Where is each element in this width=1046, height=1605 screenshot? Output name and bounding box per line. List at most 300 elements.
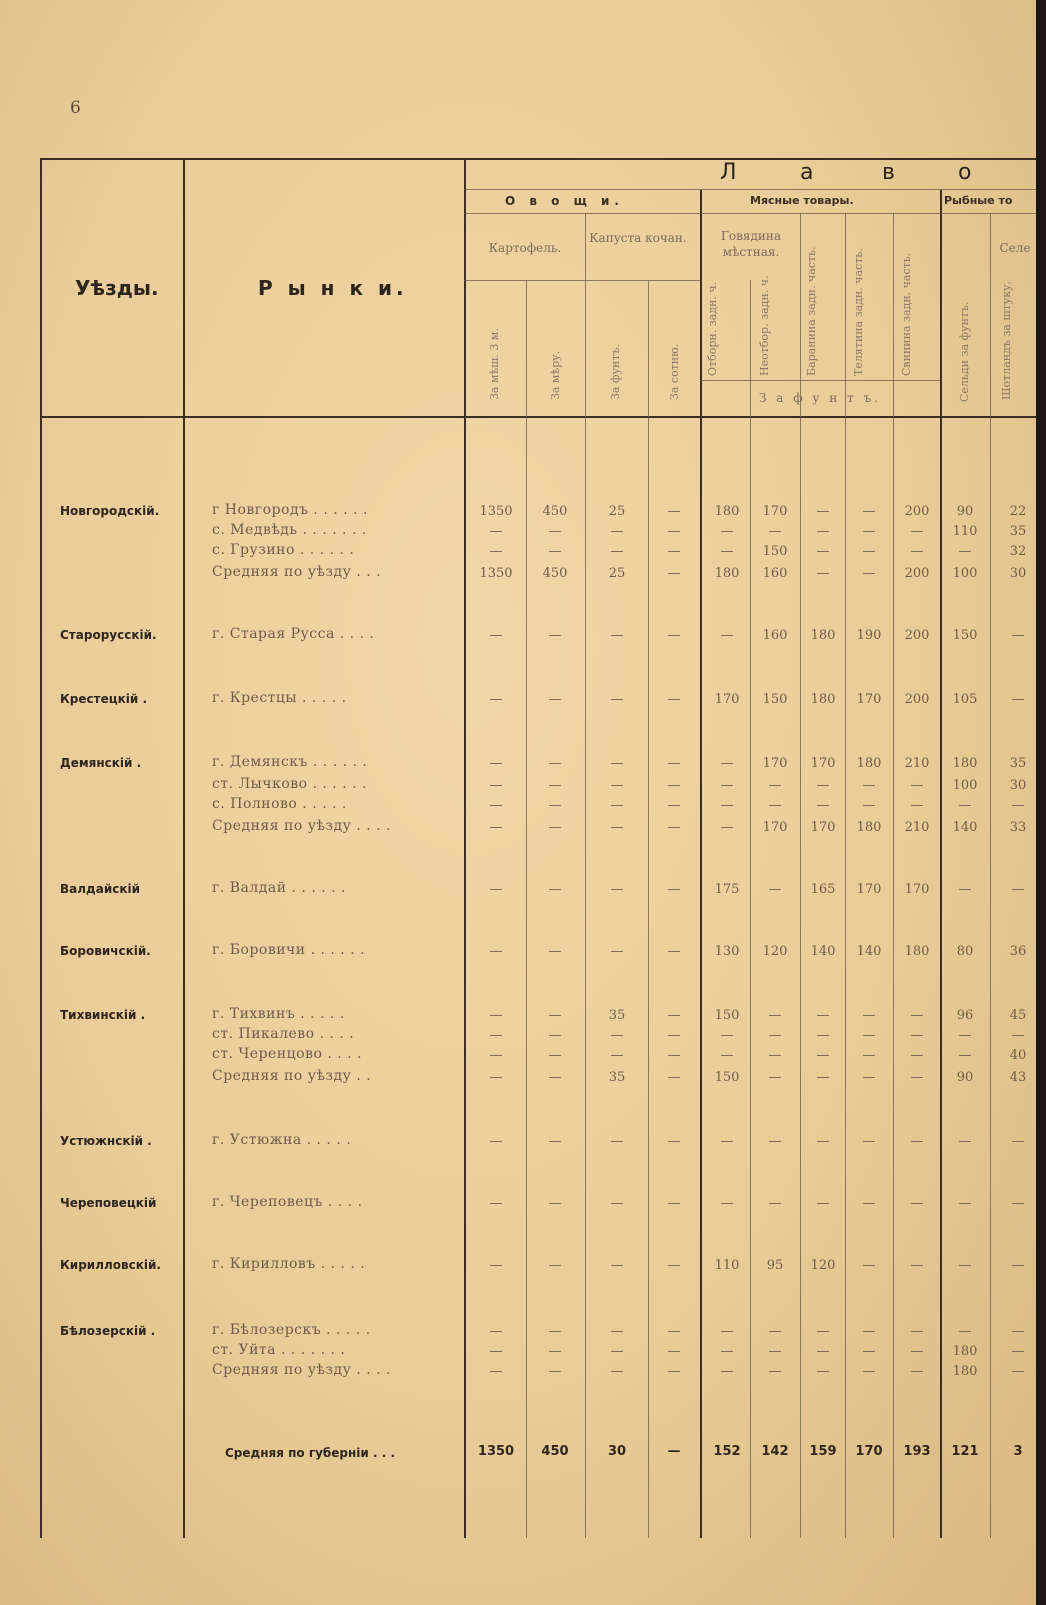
- table-cell: —: [489, 882, 503, 897]
- market-divider: [464, 158, 466, 1538]
- table-cell: —: [768, 1364, 782, 1379]
- table-cell: 170: [714, 692, 740, 707]
- table-cell: —: [816, 1196, 830, 1211]
- title-letter-1: Л: [720, 160, 737, 185]
- table-cell: 180: [810, 628, 836, 643]
- table-cell: —: [862, 524, 876, 539]
- total-cell: 193: [903, 1444, 931, 1459]
- table-cell: —: [667, 1028, 681, 1043]
- table-cell: 80: [956, 944, 974, 959]
- table-cell: 180: [714, 566, 740, 581]
- table-cell: 190: [856, 628, 882, 643]
- col-line: [750, 280, 751, 1538]
- table-cell: —: [958, 1048, 972, 1063]
- table-cell: —: [489, 1134, 503, 1149]
- table-cell: —: [489, 692, 503, 707]
- table-cell: 90: [956, 504, 974, 519]
- table-cell: 450: [542, 566, 568, 581]
- table-cell: —: [548, 1048, 562, 1063]
- district-name: Устюжнскій .: [60, 1134, 152, 1148]
- table-cell: —: [720, 798, 734, 813]
- table-cell: —: [667, 1070, 681, 1085]
- col-line: [990, 213, 991, 1538]
- subgroup-potatoes: Картофель.: [488, 241, 562, 255]
- table-cell: 200: [904, 692, 930, 707]
- table-cell: —: [720, 1196, 734, 1211]
- table-cell: —: [610, 882, 624, 897]
- table-cell: 45: [1009, 1008, 1027, 1023]
- market-name: с. Медвѣдь . . . . . . .: [212, 522, 367, 538]
- table-cell: —: [489, 1324, 503, 1339]
- table-cell: —: [768, 1008, 782, 1023]
- table-cell: —: [768, 1324, 782, 1339]
- total-cell: 30: [607, 1444, 627, 1459]
- table-cell: —: [720, 1048, 734, 1063]
- table-cell: —: [667, 692, 681, 707]
- total-cell: 159: [809, 1444, 837, 1459]
- table-cell: —: [768, 1196, 782, 1211]
- table-cell: —: [610, 692, 624, 707]
- table-cell: —: [548, 882, 562, 897]
- group-meat: Мясные товары.: [750, 194, 854, 207]
- table-cell: —: [768, 1028, 782, 1043]
- districts-title: Уѣзды.: [75, 276, 159, 300]
- table-cell: —: [610, 628, 624, 643]
- table-cell: —: [1011, 1134, 1025, 1149]
- table-cell: —: [1011, 1344, 1025, 1359]
- district-name: Тихвинскій .: [60, 1008, 146, 1022]
- market-name: г. Кирилловъ . . . . .: [212, 1256, 366, 1272]
- market-name: г. Бѣлозерскъ . . . . .: [212, 1322, 371, 1338]
- table-cell: —: [768, 798, 782, 813]
- market-name: Средняя по уѣзду . .: [212, 1068, 372, 1084]
- district-name: Боровичскій.: [60, 944, 151, 958]
- table-cell: 450: [542, 504, 568, 519]
- table-cell: —: [862, 1070, 876, 1085]
- table-cell: —: [667, 944, 681, 959]
- total-cell: 170: [855, 1444, 883, 1459]
- table-cell: —: [862, 1028, 876, 1043]
- title-letter-4: о: [958, 160, 972, 185]
- table-cell: 170: [856, 882, 882, 897]
- colhdr-herring-pound: Сельди за фунтъ.: [958, 301, 971, 402]
- table-cell: —: [548, 1008, 562, 1023]
- table-cell: —: [667, 628, 681, 643]
- market-name: г. Боровичи . . . . . .: [212, 942, 366, 958]
- table-cell: —: [862, 1048, 876, 1063]
- market-name: с. Грузино . . . . . .: [212, 542, 355, 558]
- colhdr-pork: Свинина задн. часть.: [900, 252, 913, 376]
- table-cell: —: [1011, 1196, 1025, 1211]
- table-cell: 180: [856, 756, 882, 771]
- header-rule-1: [464, 189, 1040, 190]
- table-cell: 170: [762, 504, 788, 519]
- table-cell: —: [489, 1028, 503, 1043]
- table-cell: —: [816, 1008, 830, 1023]
- col-line: [893, 213, 894, 1538]
- table-cell: —: [862, 504, 876, 519]
- table-cell: —: [958, 1196, 972, 1211]
- table-cell: 180: [952, 756, 978, 771]
- table-cell: —: [816, 566, 830, 581]
- table-cell: —: [548, 778, 562, 793]
- market-name: г. Тихвинъ . . . . .: [212, 1006, 345, 1022]
- table-cell: —: [610, 544, 624, 559]
- table-cell: —: [862, 1134, 876, 1149]
- table-cell: —: [910, 524, 924, 539]
- table-cell: —: [958, 1134, 972, 1149]
- table-cell: —: [958, 1324, 972, 1339]
- header-rule-3: [464, 280, 700, 281]
- table-cell: 175: [714, 882, 740, 897]
- table-cell: 40: [1009, 1048, 1027, 1063]
- colhdr-potato-measure: За мѣру.: [549, 350, 562, 400]
- table-cell: —: [910, 1070, 924, 1085]
- district-name: Крестецкій .: [60, 692, 148, 706]
- market-name: ст. Пикалево . . . .: [212, 1026, 355, 1042]
- table-cell: —: [816, 524, 830, 539]
- table-cell: —: [816, 1070, 830, 1085]
- table-cell: 25: [608, 566, 626, 581]
- table-cell: —: [667, 1134, 681, 1149]
- table-cell: 35: [1009, 524, 1027, 539]
- table-cell: 200: [904, 628, 930, 643]
- table-cell: 180: [810, 692, 836, 707]
- table-cell: —: [720, 1134, 734, 1149]
- total-cell: 1350: [477, 1444, 515, 1459]
- district-name: Валдайскій: [60, 882, 141, 896]
- table-cell: —: [610, 798, 624, 813]
- col-line: [648, 280, 649, 1538]
- table-cell: —: [610, 820, 624, 835]
- table-cell: 30: [1009, 778, 1027, 793]
- col-line: [845, 213, 846, 1538]
- table-cell: 130: [714, 944, 740, 959]
- table-cell: —: [816, 1028, 830, 1043]
- table-cell: —: [910, 1028, 924, 1043]
- district-name: Новгородскій.: [60, 504, 160, 518]
- table-cell: —: [958, 1258, 972, 1273]
- table-cell: 36: [1009, 944, 1027, 959]
- market-name: Средняя по уѣзду . . . .: [212, 818, 392, 834]
- table-cell: —: [667, 1344, 681, 1359]
- table-cell: —: [720, 628, 734, 643]
- market-name: г. Череповецъ . . . .: [212, 1194, 363, 1210]
- table-cell: —: [548, 944, 562, 959]
- market-name: с. Полново . . . . .: [212, 796, 347, 812]
- table-cell: 150: [714, 1070, 740, 1085]
- table-cell: —: [489, 1196, 503, 1211]
- market-name: ст. Лычково . . . . . .: [212, 776, 367, 792]
- table-cell: —: [610, 524, 624, 539]
- table-cell: —: [958, 798, 972, 813]
- table-cell: —: [610, 1048, 624, 1063]
- table-cell: 150: [762, 544, 788, 559]
- title-letter-3: в: [882, 160, 895, 185]
- table-cell: —: [720, 1344, 734, 1359]
- market-name: г. Старая Русса . . . .: [212, 626, 375, 642]
- subgroup-herring: Селе: [999, 241, 1031, 255]
- table-cell: —: [610, 1196, 624, 1211]
- table-cell: —: [548, 1258, 562, 1273]
- market-name: г Новгородъ . . . . . .: [212, 502, 368, 518]
- table-cell: 170: [762, 820, 788, 835]
- table-cell: 160: [762, 566, 788, 581]
- table-cell: 95: [766, 1258, 784, 1273]
- table-cell: 210: [904, 820, 930, 835]
- table-cell: —: [667, 1048, 681, 1063]
- col-line: [585, 213, 586, 1538]
- table-cell: —: [489, 628, 503, 643]
- table-cell: —: [667, 1364, 681, 1379]
- market-name: г. Крестцы . . . . .: [212, 690, 347, 706]
- table-cell: —: [1011, 1324, 1025, 1339]
- table-cell: 150: [952, 628, 978, 643]
- table-cell: 22: [1009, 504, 1027, 519]
- colhdr-beef-select: Отборн. задн. ч.: [706, 281, 719, 376]
- table-cell: 32: [1009, 544, 1027, 559]
- table-cell: —: [910, 1008, 924, 1023]
- district-name: Старорусскій.: [60, 628, 157, 642]
- table-cell: —: [910, 1196, 924, 1211]
- table-cell: —: [768, 1048, 782, 1063]
- table-cell: —: [610, 1324, 624, 1339]
- table-cell: —: [720, 778, 734, 793]
- table-cell: —: [862, 1258, 876, 1273]
- table-cell: —: [910, 1048, 924, 1063]
- per-pound-note: З а ф у н т ъ.: [758, 391, 882, 405]
- table-cell: —: [862, 778, 876, 793]
- table-cell: 150: [762, 692, 788, 707]
- table-cell: —: [548, 524, 562, 539]
- table-cell: 200: [904, 566, 930, 581]
- table-cell: 170: [810, 756, 836, 771]
- market-name: г. Валдай . . . . . .: [212, 880, 346, 896]
- table-cell: —: [489, 798, 503, 813]
- total-cell: 142: [761, 1444, 789, 1459]
- page-edge-shadow: [1036, 0, 1046, 1605]
- table-cell: —: [910, 798, 924, 813]
- district-divider: [183, 158, 185, 1538]
- table-cell: 165: [810, 882, 836, 897]
- total-cell: 121: [951, 1444, 979, 1459]
- district-name: Демянскій .: [60, 756, 142, 770]
- table-cell: —: [862, 1008, 876, 1023]
- table-cell: —: [489, 524, 503, 539]
- table-cell: 200: [904, 504, 930, 519]
- table-cell: —: [862, 1196, 876, 1211]
- table-cell: 180: [952, 1364, 978, 1379]
- table-cell: —: [958, 882, 972, 897]
- table-cell: —: [910, 1364, 924, 1379]
- table-cell: —: [489, 1344, 503, 1359]
- table-cell: —: [910, 544, 924, 559]
- subgroup-beef: Говядина мѣстная.: [720, 229, 782, 259]
- table-cell: —: [667, 524, 681, 539]
- table-cell: —: [862, 1324, 876, 1339]
- table-cell: 170: [810, 820, 836, 835]
- table-cell: 110: [714, 1258, 740, 1273]
- table-cell: —: [862, 1344, 876, 1359]
- table-cell: —: [489, 778, 503, 793]
- page-number: 6: [70, 98, 81, 118]
- table-cell: 1350: [479, 566, 513, 581]
- left-border: [40, 158, 42, 1538]
- table-cell: —: [548, 544, 562, 559]
- table-cell: —: [1011, 692, 1025, 707]
- total-cell: 3: [1013, 1444, 1023, 1459]
- table-cell: —: [667, 1196, 681, 1211]
- table-cell: —: [489, 544, 503, 559]
- table-cell: —: [720, 524, 734, 539]
- table-cell: —: [816, 1364, 830, 1379]
- table-cell: —: [548, 820, 562, 835]
- table-cell: —: [667, 882, 681, 897]
- table-cell: 1350: [479, 504, 513, 519]
- table-cell: 120: [762, 944, 788, 959]
- table-cell: —: [768, 1134, 782, 1149]
- table-cell: 150: [714, 1008, 740, 1023]
- table-cell: 180: [856, 820, 882, 835]
- table-cell: —: [610, 1344, 624, 1359]
- table-cell: —: [816, 1324, 830, 1339]
- table-cell: —: [768, 1344, 782, 1359]
- district-name: Бѣлозерскій .: [60, 1324, 156, 1338]
- colhdr-scotch-piece: Шотландъ за штуку.: [1000, 280, 1013, 400]
- table-cell: —: [548, 1196, 562, 1211]
- district-name: Череповецкій: [60, 1196, 157, 1210]
- table-cell: —: [720, 544, 734, 559]
- table-cell: —: [720, 1364, 734, 1379]
- table-cell: —: [1011, 1258, 1025, 1273]
- table-cell: 35: [1009, 756, 1027, 771]
- table-cell: 160: [762, 628, 788, 643]
- table-cell: —: [1011, 1364, 1025, 1379]
- header-bottom-rule: [40, 416, 1040, 418]
- markets-title: Р ы н к и.: [258, 276, 408, 300]
- table-cell: —: [548, 1344, 562, 1359]
- table-cell: 120: [810, 1258, 836, 1273]
- table-cell: —: [720, 1324, 734, 1339]
- table-cell: —: [548, 628, 562, 643]
- table-cell: —: [1011, 882, 1025, 897]
- total-cell: 152: [713, 1444, 741, 1459]
- district-name: Кирилловскій.: [60, 1258, 161, 1272]
- table-cell: 90: [956, 1070, 974, 1085]
- subgroup-cabbage: Капуста кочан.: [589, 231, 687, 245]
- table-cell: —: [610, 944, 624, 959]
- table-cell: —: [768, 778, 782, 793]
- total-cell: 450: [541, 1444, 569, 1459]
- table-cell: —: [548, 1364, 562, 1379]
- table-cell: —: [1011, 798, 1025, 813]
- col-line: [800, 213, 801, 1538]
- title-letter-2: а: [800, 160, 814, 185]
- table-cell: —: [862, 544, 876, 559]
- group-vegetables: О в о щ и.: [505, 194, 624, 208]
- table-cell: 140: [952, 820, 978, 835]
- market-name: г. Демянскъ . . . . . .: [212, 754, 368, 770]
- table-cell: —: [610, 1028, 624, 1043]
- market-name: ст. Уйта . . . . . . .: [212, 1342, 346, 1358]
- table-cell: —: [816, 798, 830, 813]
- table-cell: 105: [952, 692, 978, 707]
- table-cell: —: [958, 544, 972, 559]
- table-cell: —: [548, 798, 562, 813]
- table-cell: 170: [762, 756, 788, 771]
- table-cell: —: [667, 1324, 681, 1339]
- table-cell: —: [862, 798, 876, 813]
- table-cell: 140: [810, 944, 836, 959]
- table-cell: 100: [952, 566, 978, 581]
- table-cell: —: [768, 1070, 782, 1085]
- table-cell: —: [910, 1258, 924, 1273]
- colhdr-potato-bag: За мѣш. 3 м.: [488, 328, 501, 400]
- table-cell: —: [862, 566, 876, 581]
- table-cell: 35: [608, 1070, 626, 1085]
- table-cell: —: [548, 1324, 562, 1339]
- table-cell: —: [610, 756, 624, 771]
- table-cell: —: [720, 756, 734, 771]
- table-cell: —: [667, 1008, 681, 1023]
- table-cell: —: [610, 778, 624, 793]
- table-cell: —: [489, 1258, 503, 1273]
- table-cell: —: [548, 692, 562, 707]
- table-cell: —: [667, 820, 681, 835]
- table-cell: —: [489, 944, 503, 959]
- table-cell: 35: [608, 1008, 626, 1023]
- table-cell: —: [610, 1258, 624, 1273]
- table-cell: —: [667, 544, 681, 559]
- table-cell: —: [816, 1134, 830, 1149]
- table-cell: —: [720, 820, 734, 835]
- table-cell: —: [910, 1324, 924, 1339]
- total-cell: —: [667, 1444, 681, 1459]
- table-cell: —: [816, 544, 830, 559]
- table-cell: —: [1011, 628, 1025, 643]
- table-cell: 25: [608, 504, 626, 519]
- table-cell: 110: [952, 524, 978, 539]
- table-cell: —: [910, 1344, 924, 1359]
- table-cell: —: [667, 798, 681, 813]
- table-cell: 140: [856, 944, 882, 959]
- colhdr-beef-nonselect: Неотбор. задн. ч.: [758, 275, 771, 376]
- table-cell: —: [489, 1364, 503, 1379]
- table-cell: 33: [1009, 820, 1027, 835]
- table-cell: —: [667, 778, 681, 793]
- table-cell: —: [489, 756, 503, 771]
- table-cell: —: [910, 1134, 924, 1149]
- table-cell: —: [1011, 1028, 1025, 1043]
- market-name: Средняя по уѣзду . . . .: [212, 1362, 392, 1378]
- group-divider-2: [940, 190, 942, 1538]
- market-name: Средняя по уѣзду . . .: [212, 564, 382, 580]
- province-average-label: Средняя по губерніи . . .: [225, 1446, 396, 1460]
- table-cell: —: [489, 1048, 503, 1063]
- table-cell: 43: [1009, 1070, 1027, 1085]
- table-cell: —: [667, 566, 681, 581]
- market-name: ст. Черенцово . . . .: [212, 1046, 363, 1062]
- table-cell: —: [548, 1070, 562, 1085]
- table-cell: —: [548, 756, 562, 771]
- table-cell: —: [667, 1258, 681, 1273]
- table-cell: 30: [1009, 566, 1027, 581]
- table-cell: —: [489, 1008, 503, 1023]
- table-cell: —: [489, 820, 503, 835]
- table-cell: 210: [904, 756, 930, 771]
- table-cell: 180: [714, 504, 740, 519]
- table-cell: 170: [856, 692, 882, 707]
